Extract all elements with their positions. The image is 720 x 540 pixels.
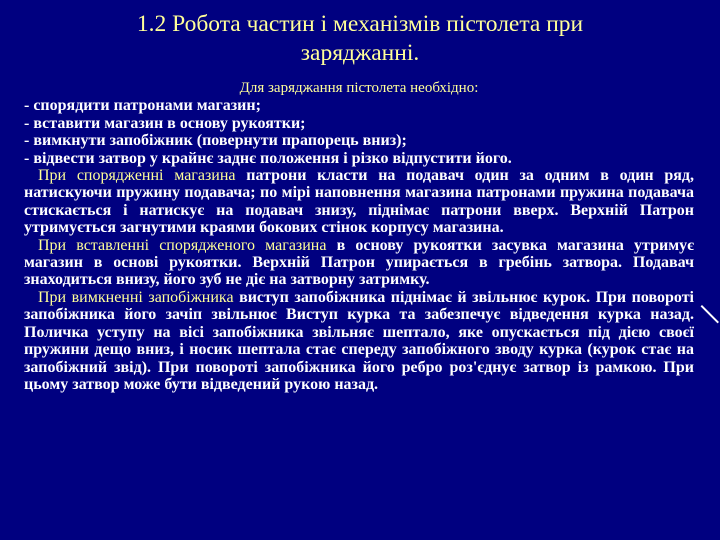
step-item: - вимкнути запобіжник (повернути прапорець вниз);: [24, 132, 407, 150]
paragraph-lead: При вимкненні запобіжника: [38, 288, 234, 306]
subheading: Для заряджання пістолета необхідно:: [239, 80, 479, 96]
paragraph-text: патрони класти на подавач один за одним в один ряд, натискуючи пружину подавача; по мірі наповнення магазина патронами пружина подавача стискається і натискує на подавач знизу, піднімає патрони вверх. Верхній Патрон утримується загнутими краями бокових стінок корпусу магазина.: [24, 167, 695, 237]
title-line-1: 1.2 Робота частин і механізмів пістолета при: [136, 11, 584, 37]
step-item: - відвести затвор у крайнє заднє положення і різко відпустити його.: [24, 149, 512, 167]
paragraph-text: в основу рукоятки засувка магазина утримує магазин в основі рукоятки. Верхній Патрон упирається в гребінь затвора. Подавач знаходиться внизу, його зуб не діє на затворну затримку.: [24, 236, 695, 289]
paragraph-lead: При вставленні спорядженого магазина: [38, 236, 327, 254]
slide-body: [24, 80, 694, 393]
paragraph-inserting-magazine: [24, 237, 694, 289]
paragraph-lead: При спорядженні магазина: [38, 167, 236, 185]
slide-title: [30, 10, 690, 68]
paragraph-text: виступ запобіжника піднімає й звільнює курок. При повороті запобіжника його зачіп звільнює Виступ курка та забезпечує відведення курка назад. Поличка уступу на вісі запобіжника звільняє шептало, яке опускається під дією своєї пружини дещо вниз, і носик шептала стає спереду запобіжного зводу курка (курок стає на запобіжний звід). При повороті запобіжника його ребро роз'єднує затвор із рамкою. При цьому затвор може бути відведений рукою назад.: [24, 288, 694, 393]
paragraph-loading-magazine: [24, 167, 694, 237]
step-item: - спорядити патронами магазин;: [24, 97, 261, 115]
paragraph-safety-off: [24, 289, 694, 393]
title-line-2: заряджанні.: [300, 40, 420, 66]
decorative-line: [701, 305, 719, 323]
step-item: - вставити магазин в основу рукоятки;: [24, 114, 306, 132]
